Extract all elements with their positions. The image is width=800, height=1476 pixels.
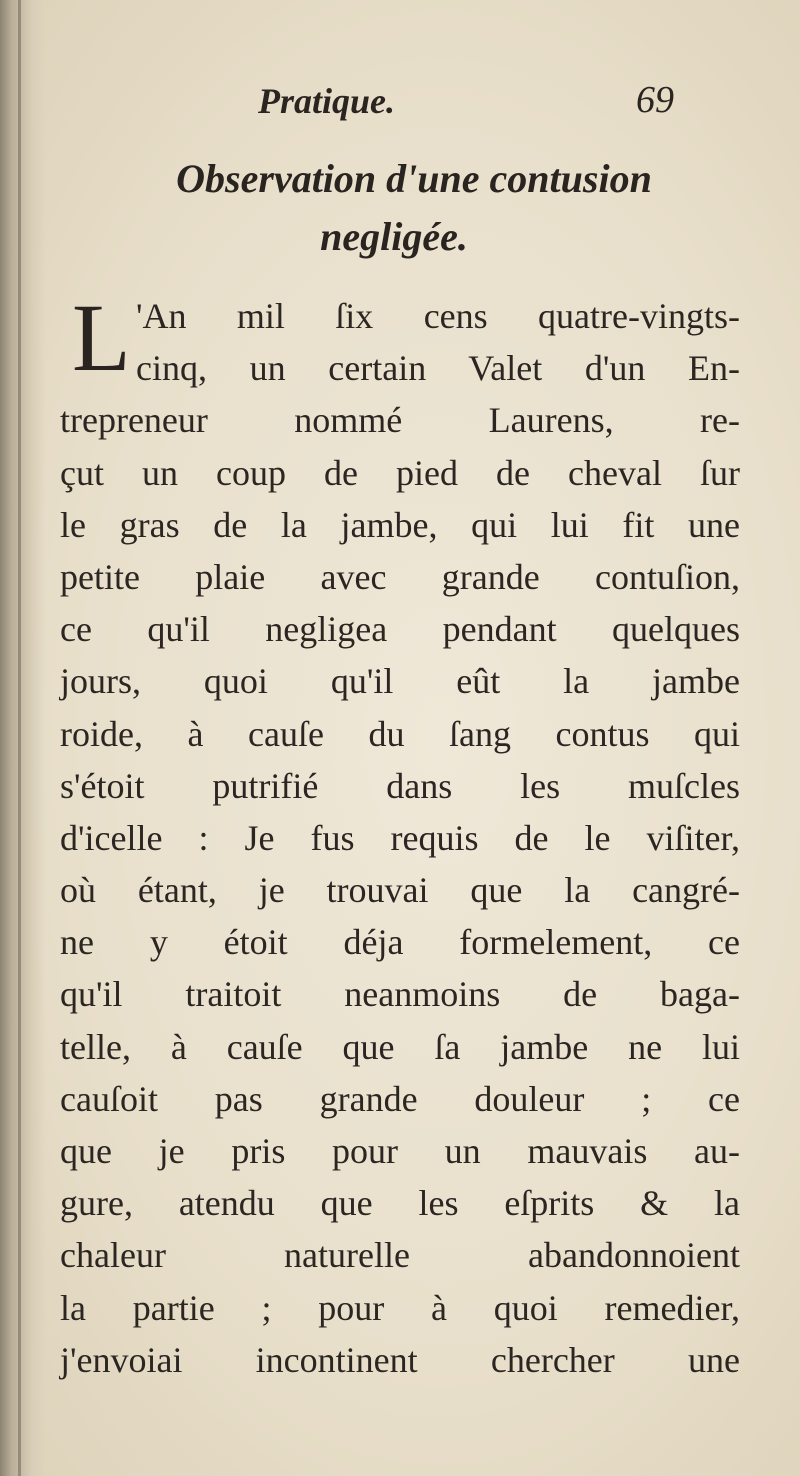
section-heading-line-1: Observation d'une contusion [176,156,652,201]
text-line: roide, à cauſe du ſang contus qui [60,713,740,754]
text-line: chaleur naturelle abandonnoient [60,1235,740,1276]
text-line: ce qu'il negligea pendant quelques [60,609,740,650]
text-line: la partie ; pour à quoi remedier, [60,1287,740,1328]
text-line: où étant, je trouvai que la cangré- [60,870,740,911]
text-line: petite plaie avec grande contuſion, [60,556,740,597]
drop-cap: L [72,284,131,391]
text-line: gure, atendu que les eſprits & la [60,1183,740,1224]
text-line: 'An mil ſix cens quatre-vingts- [136,296,740,336]
text-line: cauſoit pas grande douleur ; ce [60,1078,740,1119]
body-text [60,284,740,1386]
text-line: jours, quoi qu'il eût la jambe [60,661,740,702]
text-line: s'étoit putrifié dans les muſcles [60,765,740,806]
page-edge-line [18,0,21,1476]
text-line: j'envoiai incontinent chercher une [60,1339,740,1380]
text-line: le gras de la jambe, qui lui fit une [60,504,740,545]
text-line: trepreneur nommé Laurens, re- [60,400,740,441]
text-line: qu'il traitoit neanmoins de baga- [60,974,740,1015]
text-line: ne y étoit déja formelement, ce [60,922,740,963]
running-head: Pratique. [258,81,396,121]
text-line: çut un coup de pied de cheval ſur [60,452,740,493]
text-line: d'icelle : Je fus requis de le viſiter, [60,817,740,858]
text-line: telle, à cauſe que ſa jambe ne lui [60,1026,740,1067]
section-heading [64,150,764,266]
page-number: 69 [636,79,674,121]
text-line: que je pris pour un mauvais au- [60,1131,740,1171]
text-line: cinq, un certain Valet d'un En- [136,348,740,389]
page-gutter-shadow [0,0,46,1476]
section-heading-line-2: negligée. [320,214,468,259]
